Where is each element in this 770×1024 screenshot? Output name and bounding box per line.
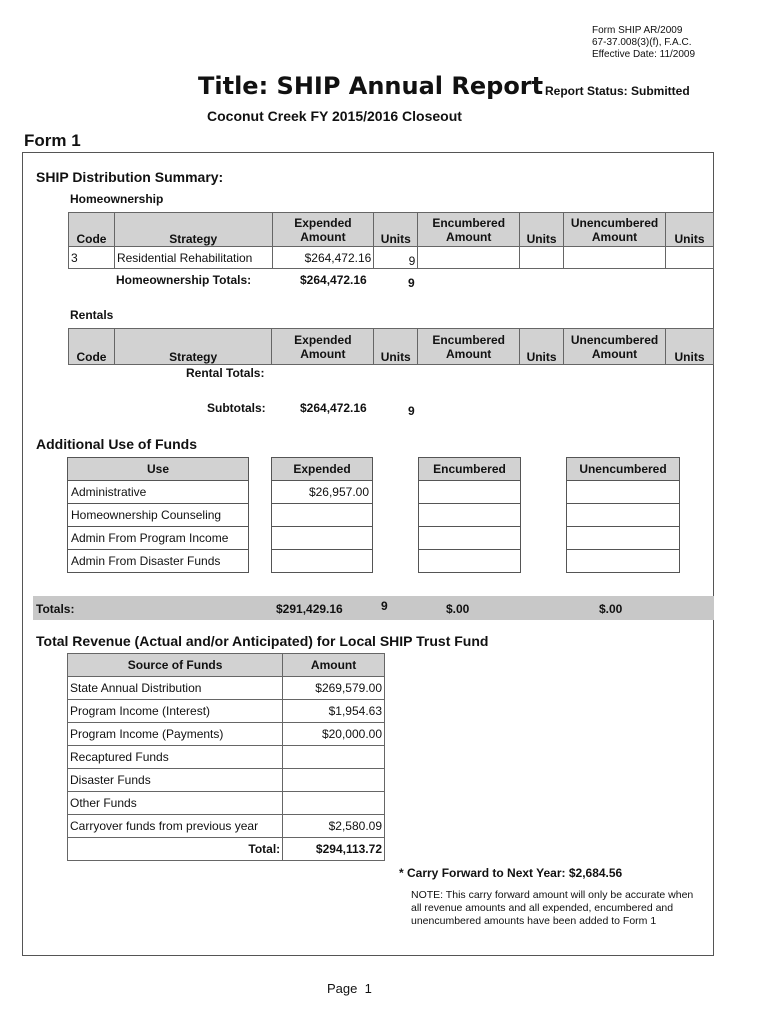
row-units-3 (666, 247, 714, 269)
totals-encumbered: $.00 (446, 602, 470, 616)
revenue-source: Recaptured Funds (68, 746, 283, 769)
form-id: Form SHIP AR/2009 (592, 25, 683, 36)
col-units-3: Units (666, 213, 714, 247)
home-totals-amount: $264,472.16 (300, 273, 367, 287)
col-strategy: Strategy (114, 213, 272, 247)
col-amount: Amount (283, 654, 385, 677)
additional-heading: Additional Use of Funds (36, 436, 197, 452)
rental-totals-label: Rental Totals: (186, 366, 265, 380)
table-row (68, 815, 385, 838)
expended-cell: $26,957.00 (271, 480, 373, 504)
row-units-2 (520, 247, 564, 269)
unencumbered-cell (566, 526, 680, 550)
table-row (68, 677, 385, 700)
page-number: Page 1 (327, 981, 372, 996)
col-units: Units (374, 329, 418, 365)
col-source: Source of Funds (68, 654, 283, 677)
revenue-amount (283, 792, 385, 815)
revenue-source: State Annual Distribution (68, 677, 283, 700)
totals-expended: $291,429.16 (276, 602, 343, 616)
table-row (68, 700, 385, 723)
revenue-amount (283, 746, 385, 769)
encumbered-cell (418, 549, 521, 573)
col-units-2: Units (520, 213, 564, 247)
revenue-source: Disaster Funds (68, 769, 283, 792)
revenue-source: Program Income (Payments) (68, 723, 283, 746)
revenue-total-row (68, 838, 385, 861)
form-label: Form 1 (24, 131, 81, 150)
row-code: 3 (69, 247, 115, 269)
revenue-source: Carryover funds from previous year (68, 815, 283, 838)
expended-cell (271, 503, 373, 527)
totals-units: 9 (381, 599, 388, 613)
revenue-total-amount: $294,113.72 (283, 838, 385, 861)
col-units-3: Units (666, 329, 714, 365)
revenue-total-label: Total: (68, 838, 283, 861)
rentals-table (68, 328, 714, 365)
distribution-heading: SHIP Distribution Summary: (36, 169, 224, 185)
row-expended: $264,472.16 (272, 247, 374, 269)
col-code: Code (69, 329, 115, 365)
revenue-source: Program Income (Interest) (68, 700, 283, 723)
home-totals-label: Homeownership Totals: (116, 273, 252, 287)
revenue-table (67, 653, 385, 861)
table-row (68, 723, 385, 746)
rule-reference: 67-37.008(3)(f), F.A.C. (592, 37, 692, 48)
use-row: Admin From Disaster Funds (67, 549, 249, 573)
page-subtitle: Coconut Creek FY 2015/2016 Closeout (207, 108, 462, 124)
effective-date: Effective Date: 11/2009 (592, 49, 696, 60)
table-row (68, 769, 385, 792)
revenue-amount: $2,580.09 (283, 815, 385, 838)
col-strategy: Strategy (114, 329, 272, 365)
revenue-heading: Total Revenue (Actual and/or Anticipated) for Local SHIP Trust Fund (36, 633, 489, 649)
expended-header: Expended (271, 457, 373, 481)
homeownership-table (68, 212, 714, 269)
totals-unencumbered: $.00 (599, 602, 623, 616)
row-unencumbered (564, 247, 666, 269)
col-unencumbered: Unencumbered Amount (564, 213, 666, 247)
encumbered-cell (418, 526, 521, 550)
revenue-amount: $269,579.00 (283, 677, 385, 700)
use-row: Homeownership Counseling (67, 503, 249, 527)
use-row: Administrative (67, 480, 249, 504)
revenue-amount (283, 769, 385, 792)
subtotals-units: 9 (408, 404, 415, 418)
col-units-2: Units (520, 329, 564, 365)
table-row (69, 247, 714, 269)
table-row (68, 792, 385, 815)
table-row (68, 746, 385, 769)
unencumbered-cell (566, 480, 680, 504)
subtotals-label: Subtotals: (207, 401, 266, 415)
report-status: Report Status: Submitted (545, 84, 690, 98)
expended-cell (271, 549, 373, 573)
use-row: Admin From Program Income (67, 526, 249, 550)
unencumbered-cell (566, 549, 680, 573)
col-units: Units (374, 213, 418, 247)
row-units: 9 (374, 247, 418, 269)
rentals-label: Rentals (70, 308, 114, 322)
form-id-block (592, 25, 695, 61)
col-code: Code (69, 213, 115, 247)
revenue-amount: $20,000.00 (283, 723, 385, 746)
carry-forward: * Carry Forward to Next Year: $2,684.56 (399, 866, 623, 880)
encumbered-header: Encumbered (418, 457, 521, 481)
totals-label: Totals: (36, 602, 75, 616)
col-encumbered: Encumbered Amount (418, 329, 520, 365)
row-strategy: Residential Rehabilitation (114, 247, 272, 269)
carry-forward-note: NOTE: This carry forward amount will only be accurate when all revenue amounts and all expended, encumbered and unencumbered amounts have been added to Form 1 (411, 889, 694, 927)
row-encumbered (418, 247, 520, 269)
col-expended: Expended Amount (272, 213, 374, 247)
expended-cell (271, 526, 373, 550)
use-header: Use (67, 457, 249, 481)
homeownership-label: Homeownership (70, 192, 164, 206)
col-expended: Expended Amount (272, 329, 374, 365)
encumbered-cell (418, 503, 521, 527)
home-totals-units: 9 (408, 276, 415, 290)
encumbered-cell (418, 480, 521, 504)
revenue-amount: $1,954.63 (283, 700, 385, 723)
subtotals-amount: $264,472.16 (300, 401, 367, 415)
unencumbered-header: Unencumbered (566, 457, 680, 481)
revenue-source: Other Funds (68, 792, 283, 815)
col-unencumbered: Unencumbered Amount (564, 329, 666, 365)
col-encumbered: Encumbered Amount (418, 213, 520, 247)
page-title: Title: SHIP Annual Report (198, 72, 544, 100)
unencumbered-cell (566, 503, 680, 527)
